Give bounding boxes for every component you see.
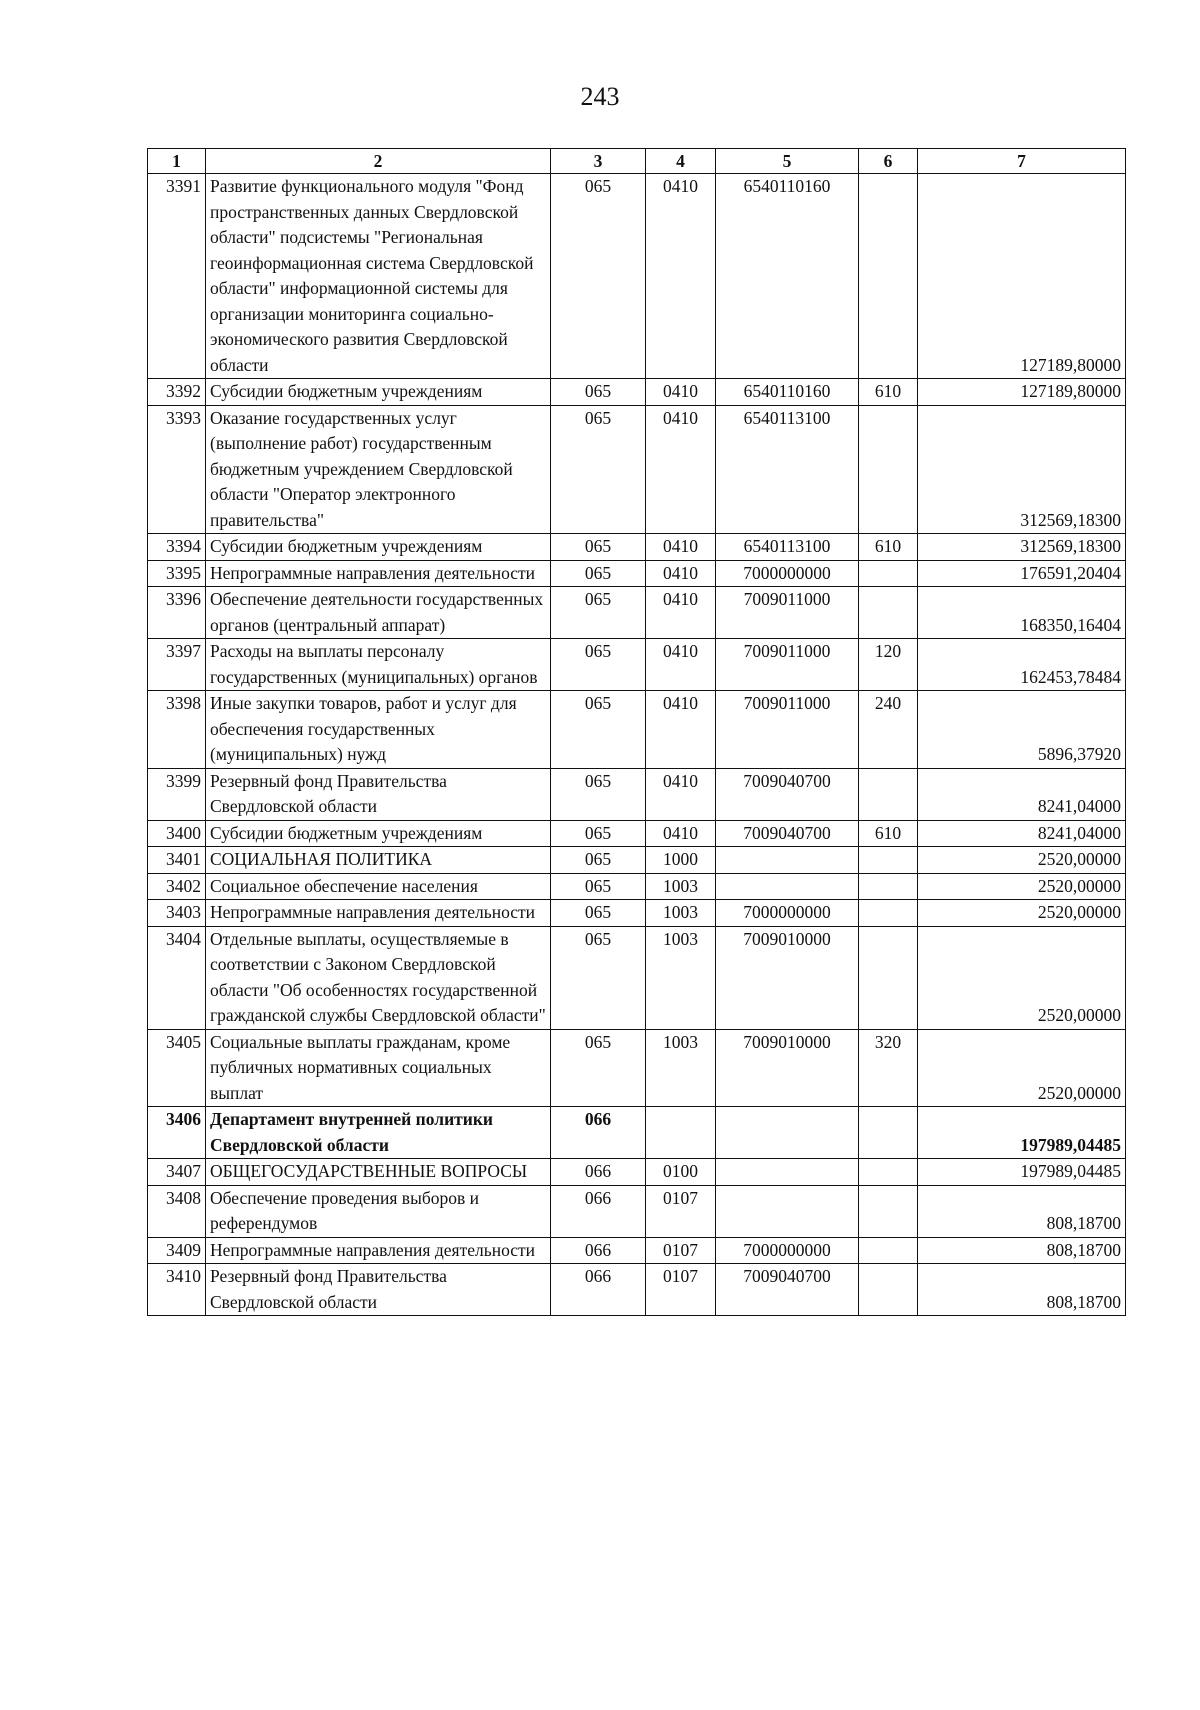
row-department-code: 066 — [551, 1159, 646, 1186]
row-expense-type-code: 610 — [859, 820, 918, 847]
row-name: СОЦИАЛЬНАЯ ПОЛИТИКА — [206, 847, 551, 874]
row-department-code: 065 — [551, 768, 646, 820]
row-number: 3394 — [148, 534, 206, 561]
row-number: 3404 — [148, 926, 206, 1029]
row-expense-type-code — [859, 900, 918, 927]
table-row — [148, 873, 1126, 900]
row-expense-type-code: 120 — [859, 639, 918, 691]
table-row — [148, 900, 1126, 927]
row-name: Непрограммные направления деятельности — [206, 560, 551, 587]
row-sum: 197989,04485 — [918, 1159, 1126, 1186]
row-section-code: 0107 — [646, 1237, 716, 1264]
header-col-5: 5 — [716, 149, 859, 174]
row-sum: 168350,16404 — [918, 587, 1126, 639]
row-sum: 127189,80000 — [918, 174, 1126, 379]
row-department-code: 066 — [551, 1107, 646, 1159]
row-expense-type-code — [859, 768, 918, 820]
row-target-article-code: 6540110160 — [716, 174, 859, 379]
row-expense-type-code — [859, 1237, 918, 1264]
row-name: Субсидии бюджетным учреждениям — [206, 820, 551, 847]
row-number: 3408 — [148, 1185, 206, 1237]
row-section-code: 0410 — [646, 639, 716, 691]
table-row — [148, 1237, 1126, 1264]
row-department-code: 065 — [551, 560, 646, 587]
table-row — [148, 405, 1126, 534]
row-target-article-code: 7009040700 — [716, 820, 859, 847]
row-name: Социальные выплаты гражданам, кроме публичных нормативных социальных выплат — [206, 1029, 551, 1107]
header-col-2: 2 — [206, 149, 551, 174]
row-name: Обеспечение проведения выборов и референдумов — [206, 1185, 551, 1237]
row-department-code: 065 — [551, 820, 646, 847]
row-section-code: 0100 — [646, 1159, 716, 1186]
row-sum: 5896,37920 — [918, 691, 1126, 769]
row-sum: 2520,00000 — [918, 847, 1126, 874]
row-expense-type-code — [859, 587, 918, 639]
table-row — [148, 1159, 1126, 1186]
header-col-6: 6 — [859, 149, 918, 174]
table-row — [148, 1029, 1126, 1107]
row-department-code: 065 — [551, 174, 646, 379]
row-number: 3391 — [148, 174, 206, 379]
header-col-1: 1 — [148, 149, 206, 174]
table-row — [148, 587, 1126, 639]
row-department-code: 065 — [551, 847, 646, 874]
row-section-code: 0410 — [646, 820, 716, 847]
row-department-code: 065 — [551, 926, 646, 1029]
row-target-article-code: 6540113100 — [716, 534, 859, 561]
row-expense-type-code: 320 — [859, 1029, 918, 1107]
row-number: 3393 — [148, 405, 206, 534]
row-department-code: 065 — [551, 873, 646, 900]
row-sum: 808,18700 — [918, 1237, 1126, 1264]
row-number: 3409 — [148, 1237, 206, 1264]
row-number: 3399 — [148, 768, 206, 820]
row-target-article-code: 7000000000 — [716, 1237, 859, 1264]
row-sum: 2520,00000 — [918, 926, 1126, 1029]
row-target-article-code: 7009010000 — [716, 926, 859, 1029]
row-sum: 2520,00000 — [918, 873, 1126, 900]
row-section-code: 1003 — [646, 1029, 716, 1107]
table-body — [148, 174, 1126, 1316]
table-row — [148, 926, 1126, 1029]
row-expense-type-code: 610 — [859, 534, 918, 561]
row-sum: 2520,00000 — [918, 900, 1126, 927]
row-expense-type-code — [859, 926, 918, 1029]
row-section-code: 1003 — [646, 926, 716, 1029]
row-section-code: 0410 — [646, 768, 716, 820]
row-department-code: 065 — [551, 405, 646, 534]
row-target-article-code: 7000000000 — [716, 900, 859, 927]
header-col-4: 4 — [646, 149, 716, 174]
row-name: Субсидии бюджетным учреждениям — [206, 534, 551, 561]
row-number: 3407 — [148, 1159, 206, 1186]
row-department-code: 065 — [551, 534, 646, 561]
row-sum: 8241,04000 — [918, 820, 1126, 847]
row-number: 3392 — [148, 379, 206, 406]
row-expense-type-code — [859, 405, 918, 534]
row-name: Непрограммные направления деятельности — [206, 900, 551, 927]
row-department-code: 066 — [551, 1185, 646, 1237]
row-name: Развитие функционального модуля "Фонд пространственных данных Свердловской области" подсистемы "Региональная геоинформационная система Свердловской области" информационной системы для организации мониторинга социально-экономического развития Свердловской области — [206, 174, 551, 379]
row-name: Субсидии бюджетным учреждениям — [206, 379, 551, 406]
row-number: 3398 — [148, 691, 206, 769]
row-target-article-code: 7009011000 — [716, 639, 859, 691]
row-number: 3406 — [148, 1107, 206, 1159]
header-col-7: 7 — [918, 149, 1126, 174]
row-department-code: 065 — [551, 691, 646, 769]
row-section-code: 0410 — [646, 174, 716, 379]
table-row — [148, 1107, 1126, 1159]
row-target-article-code: 6540110160 — [716, 379, 859, 406]
row-sum: 312569,18300 — [918, 534, 1126, 561]
row-section-code: 0410 — [646, 587, 716, 639]
row-department-code: 065 — [551, 639, 646, 691]
row-sum: 312569,18300 — [918, 405, 1126, 534]
table-header-row — [148, 149, 1126, 174]
row-sum: 162453,78484 — [918, 639, 1126, 691]
row-name: Непрограммные направления деятельности — [206, 1237, 551, 1264]
row-name: Обеспечение деятельности государственных органов (центральный аппарат) — [206, 587, 551, 639]
row-target-article-code — [716, 1107, 859, 1159]
row-name: Расходы на выплаты персоналу государственных (муниципальных) органов — [206, 639, 551, 691]
row-section-code: 1003 — [646, 900, 716, 927]
table-row — [148, 1264, 1126, 1316]
row-name: Социальное обеспечение населения — [206, 873, 551, 900]
row-sum: 197989,04485 — [918, 1107, 1126, 1159]
row-number: 3397 — [148, 639, 206, 691]
row-name: Резервный фонд Правительства Свердловской области — [206, 768, 551, 820]
table-row — [148, 691, 1126, 769]
row-department-code: 065 — [551, 900, 646, 927]
row-target-article-code: 7009040700 — [716, 768, 859, 820]
row-sum: 8241,04000 — [918, 768, 1126, 820]
budget-table — [147, 148, 1126, 1316]
row-section-code: 0410 — [646, 691, 716, 769]
row-expense-type-code: 610 — [859, 379, 918, 406]
row-number: 3400 — [148, 820, 206, 847]
table-row — [148, 560, 1126, 587]
table-row — [148, 820, 1126, 847]
row-name: Отдельные выплаты, осуществляемые в соответствии с Законом Свердловской области "Об особенностях государственной гражданской службы Свердловской области" — [206, 926, 551, 1029]
table-row — [148, 534, 1126, 561]
row-department-code: 065 — [551, 379, 646, 406]
row-section-code: 0107 — [646, 1185, 716, 1237]
row-target-article-code: 6540113100 — [716, 405, 859, 534]
row-number: 3403 — [148, 900, 206, 927]
row-expense-type-code — [859, 847, 918, 874]
row-sum: 176591,20404 — [918, 560, 1126, 587]
row-department-code: 066 — [551, 1264, 646, 1316]
table-row — [148, 847, 1126, 874]
row-expense-type-code — [859, 1107, 918, 1159]
row-number: 3405 — [148, 1029, 206, 1107]
row-expense-type-code — [859, 1185, 918, 1237]
row-number: 3410 — [148, 1264, 206, 1316]
row-target-article-code — [716, 873, 859, 900]
row-number: 3396 — [148, 587, 206, 639]
row-target-article-code: 7000000000 — [716, 560, 859, 587]
row-sum: 2520,00000 — [918, 1029, 1126, 1107]
row-name: ОБЩЕГОСУДАРСТВЕННЫЕ ВОПРОСЫ — [206, 1159, 551, 1186]
row-sum: 808,18700 — [918, 1185, 1126, 1237]
row-department-code: 066 — [551, 1237, 646, 1264]
row-section-code: 0410 — [646, 405, 716, 534]
row-sum: 127189,80000 — [918, 379, 1126, 406]
row-target-article-code — [716, 847, 859, 874]
row-number: 3395 — [148, 560, 206, 587]
row-target-article-code: 7009010000 — [716, 1029, 859, 1107]
row-target-article-code: 7009040700 — [716, 1264, 859, 1316]
row-target-article-code: 7009011000 — [716, 587, 859, 639]
page-number: 243 — [580, 82, 620, 111]
row-expense-type-code — [859, 1159, 918, 1186]
row-section-code — [646, 1107, 716, 1159]
row-name: Оказание государственных услуг (выполнение работ) государственным бюджетным учреждением Свердловской области "Оператор электронного правительства" — [206, 405, 551, 534]
table-row — [148, 768, 1126, 820]
row-section-code: 0410 — [646, 379, 716, 406]
row-section-code: 1003 — [646, 873, 716, 900]
row-expense-type-code — [859, 174, 918, 379]
row-number: 3402 — [148, 873, 206, 900]
row-name: Иные закупки товаров, работ и услуг для обеспечения государственных (муниципальных) нужд — [206, 691, 551, 769]
row-target-article-code — [716, 1159, 859, 1186]
row-section-code: 0410 — [646, 560, 716, 587]
table-row — [148, 639, 1126, 691]
table-row — [148, 1185, 1126, 1237]
table-row — [148, 174, 1126, 379]
row-expense-type-code — [859, 560, 918, 587]
row-target-article-code — [716, 1185, 859, 1237]
table-row — [148, 379, 1126, 406]
row-name: Департамент внутренней политики Свердловской области — [206, 1107, 551, 1159]
row-name: Резервный фонд Правительства Свердловской области — [206, 1264, 551, 1316]
row-target-article-code: 7009011000 — [716, 691, 859, 769]
row-department-code: 065 — [551, 587, 646, 639]
row-number: 3401 — [148, 847, 206, 874]
row-section-code: 0410 — [646, 534, 716, 561]
row-expense-type-code — [859, 873, 918, 900]
row-expense-type-code: 240 — [859, 691, 918, 769]
row-department-code: 065 — [551, 1029, 646, 1107]
row-section-code: 0107 — [646, 1264, 716, 1316]
row-section-code: 1000 — [646, 847, 716, 874]
row-sum: 808,18700 — [918, 1264, 1126, 1316]
row-expense-type-code — [859, 1264, 918, 1316]
header-col-3: 3 — [551, 149, 646, 174]
